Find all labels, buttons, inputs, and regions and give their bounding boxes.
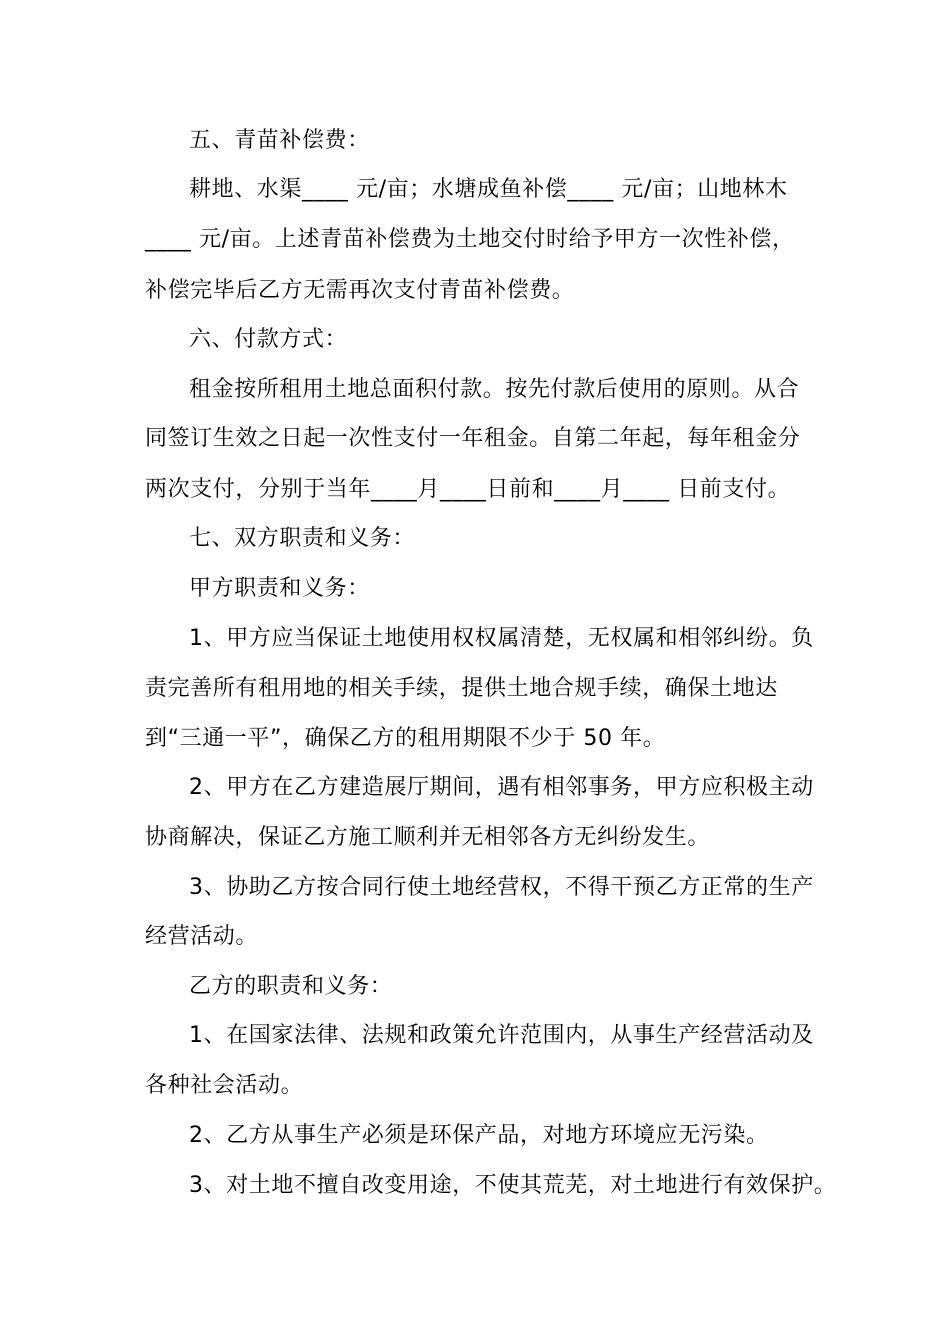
paragraph-line: 到“三通一平”，确保乙方的租用期限不少于 50 年。 bbox=[145, 726, 666, 751]
paragraph-line: 1、在国家法律、法规和政策允许范围内，从事生产经营活动及 bbox=[189, 1023, 814, 1048]
paragraph-line: 经营活动。 bbox=[145, 924, 259, 949]
paragraph-line: 2、乙方从事生产必须是环保产品，对地方环境应无污染。 bbox=[189, 1123, 769, 1148]
subheading-party-a-duties: 甲方职责和义务： bbox=[189, 576, 370, 601]
paragraph-line: 租金按所租用土地总面积付款。按先付款后使用的原则。从合 bbox=[189, 377, 800, 402]
section-heading-duties: 七、双方职责和义务： bbox=[189, 526, 416, 551]
paragraph-line: 补偿完毕后乙方无需再次支付青苗补偿费。 bbox=[145, 278, 575, 303]
paragraph-line: 协商解决，保证乙方施工顺利并无相邻各方无纠纷发生。 bbox=[145, 825, 711, 850]
paragraph-line: 1、甲方应当保证土地使用权权属清楚，无权属和相邻纠纷。负 bbox=[189, 626, 814, 651]
paragraph-line: 同签订生效之日起一次性支付一年租金。自第二年起，每年租金分 bbox=[145, 426, 801, 451]
paragraph-line: 两次支付，分别于当年____月____日前和____月____ 日前支付。 bbox=[145, 477, 791, 502]
paragraph-line: 责完善所有租用地的相关手续，提供土地合规手续，确保土地达 bbox=[145, 676, 778, 701]
paragraph-line: ____ 元/亩。上述青苗补偿费为土地交付时给予甲方一次性补偿， bbox=[145, 227, 795, 252]
subheading-party-b-duties: 乙方的职责和义务： bbox=[189, 974, 393, 999]
paragraph-line: 耕地、水渠____ 元/亩；水塘成鱼补偿____ 元/亩；山地林木 bbox=[189, 177, 788, 202]
paragraph-line: 3、协助乙方按合同行使土地经营权，不得干预乙方正常的生产 bbox=[189, 875, 814, 900]
paragraph-line: 2、甲方在乙方建造展厅期间，遇有相邻事务，甲方应积极主动 bbox=[189, 775, 814, 800]
paragraph-line: 各种社会活动。 bbox=[145, 1073, 304, 1098]
section-heading-payment-method: 六、付款方式： bbox=[189, 327, 348, 352]
section-heading-seedling-compensation: 五、青苗补偿费： bbox=[189, 128, 370, 153]
paragraph-line: 3、对土地不擅自改变用途，不使其荒芜，对土地进行有效保护。 bbox=[189, 1173, 837, 1198]
